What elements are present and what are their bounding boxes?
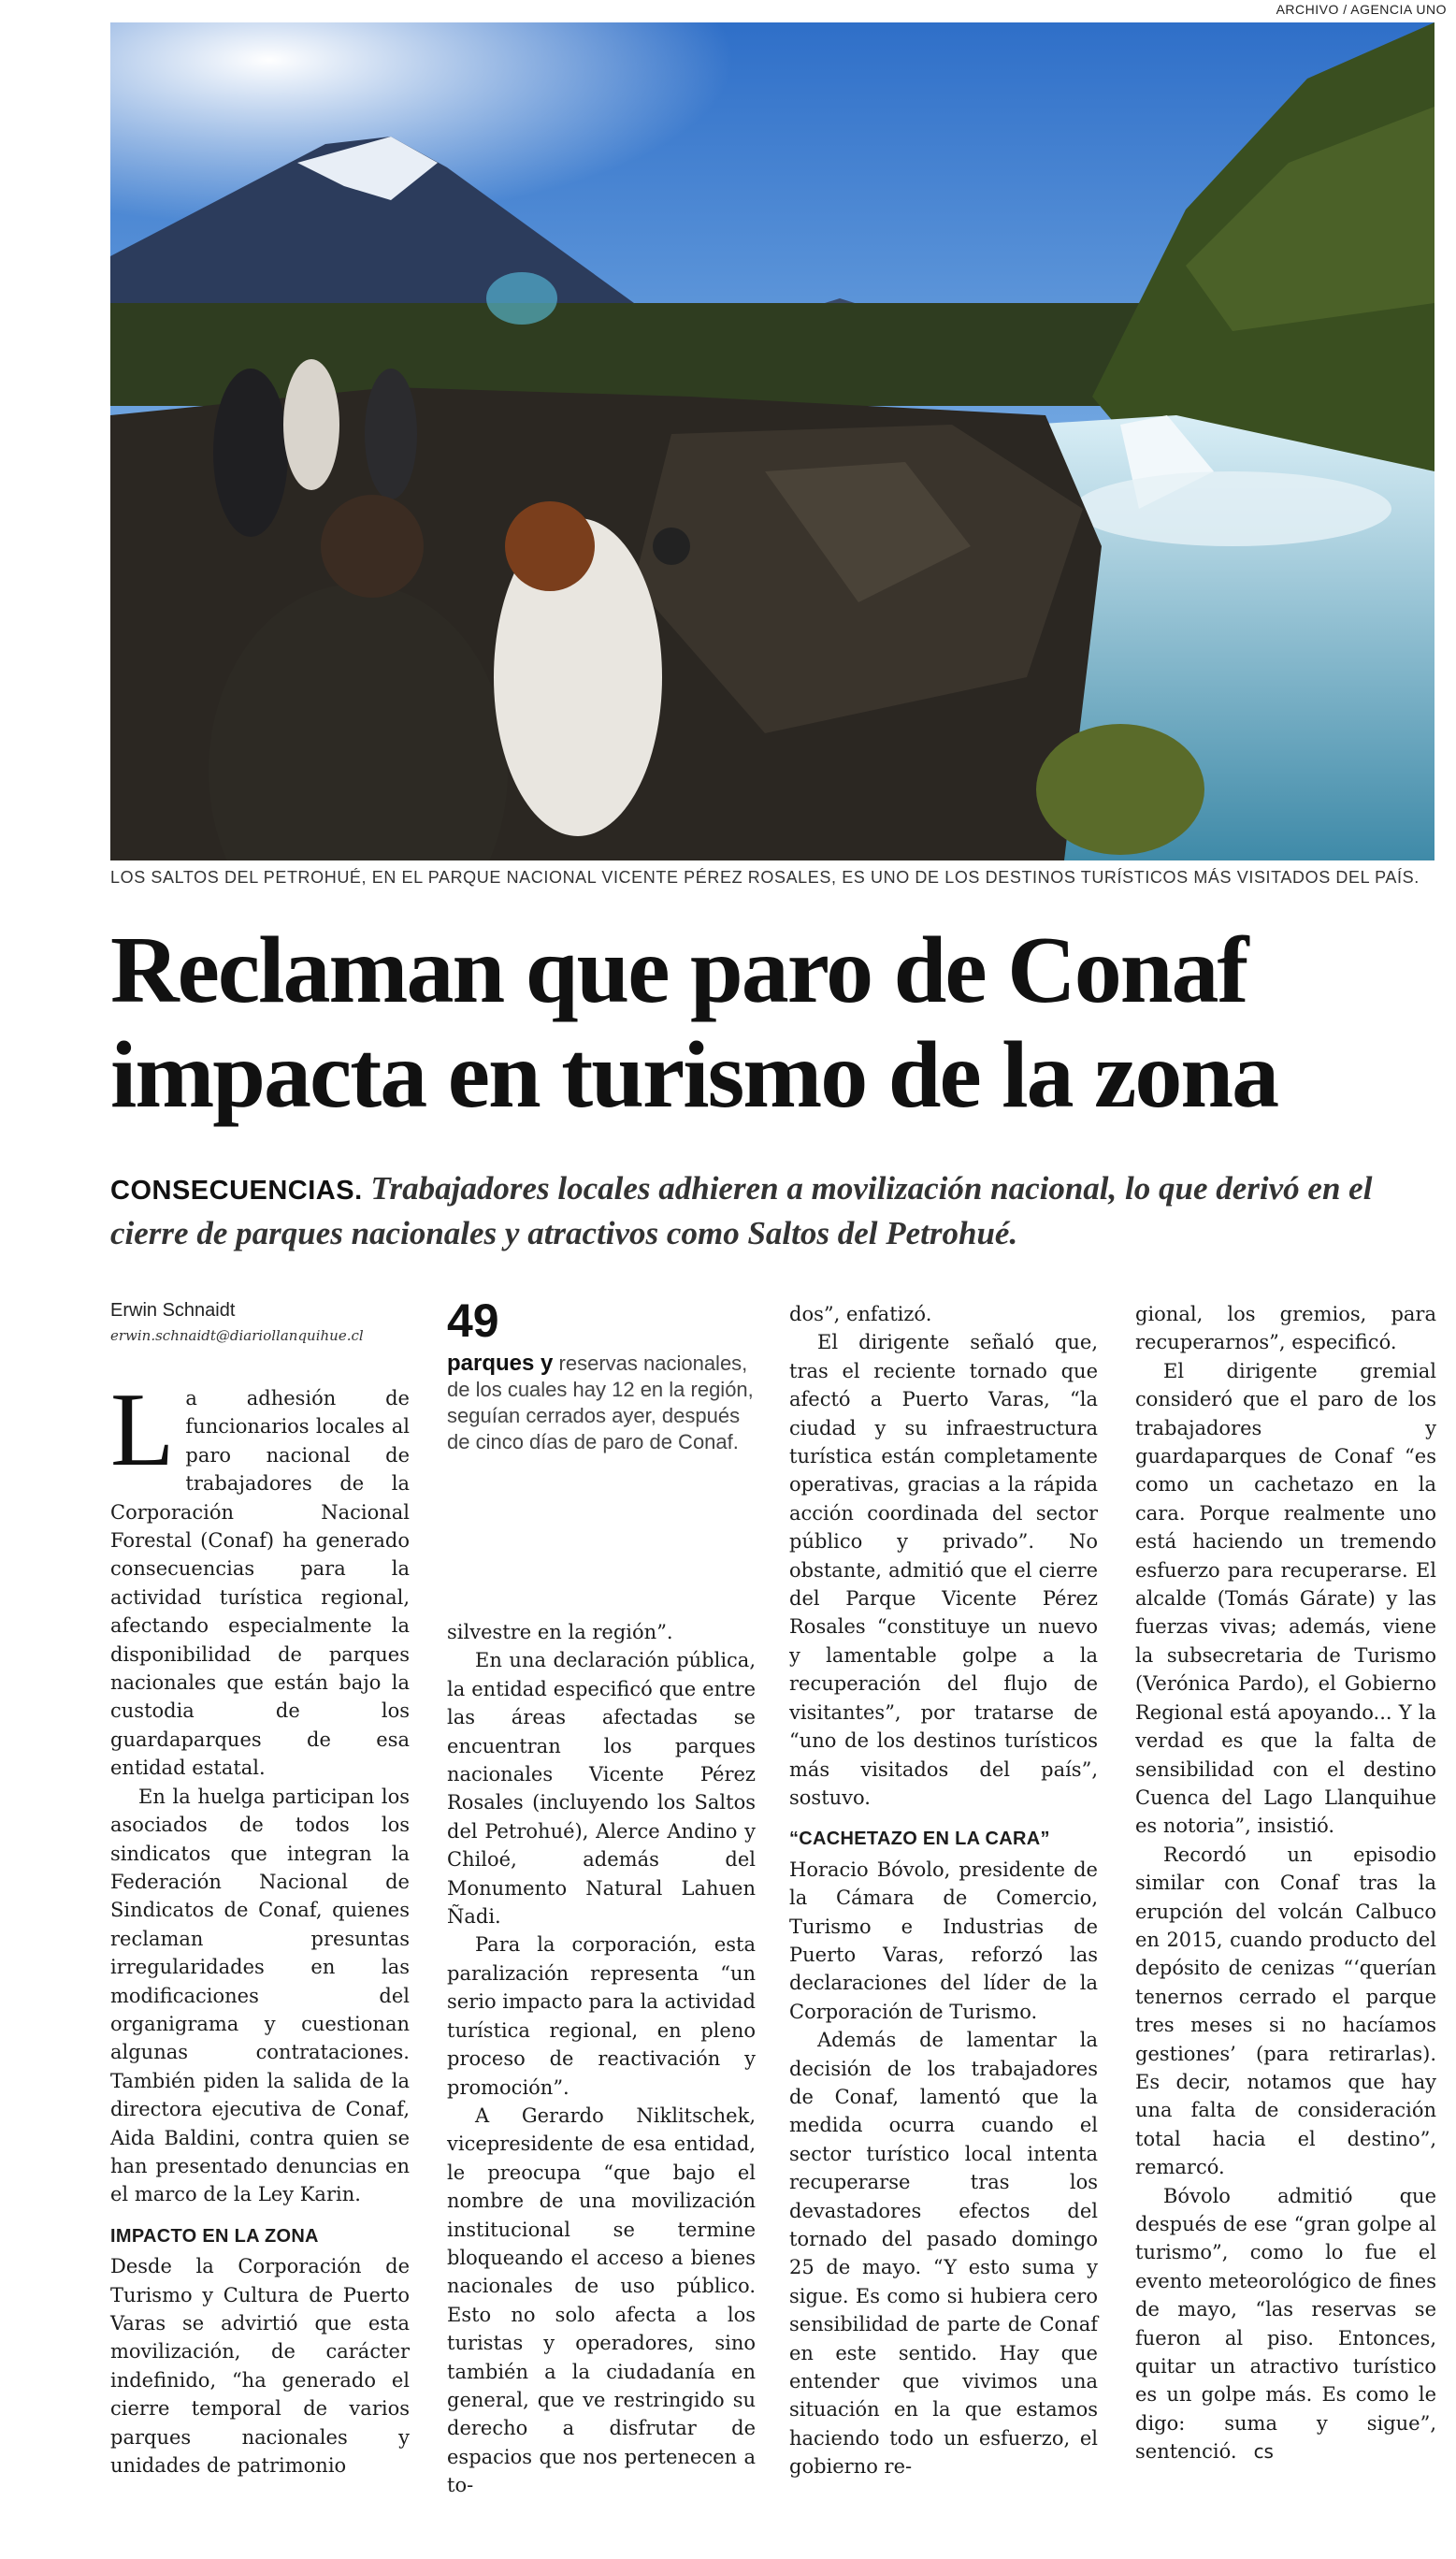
paragraph: El dirigente gremial consideró que el paro de los trabajadores y guardaparques de Conaf “es como un cachetazo en la cara. Porque realmente uno está haciendo un tremendo esfuerzo para recuperarse. El alcalde (Tomás Gárate) y las fuerzas vivas; además, viene la subsecretaria de Turismo (Verónica Pardo), el Gobierno Regional está apoyando... Y la verdad es que la falta de sensibilidad con el destino Cuenca del Lago Llanquihue es notoria”, insistió. — [1135, 1359, 1436, 1838]
paragraph — [110, 1372, 410, 1783]
deck-kicker: CONSECUENCIAS. — [110, 1176, 363, 1206]
factbox-bold: parques y — [447, 1351, 554, 1376]
column-4 — [1135, 1300, 1436, 2466]
paragraph: Para la corporación, esta paralización representa “un serio impacto para la actividad turística regional, en pleno proceso de reactivación y promoción”. — [447, 1933, 756, 2099]
article-photo — [110, 22, 1434, 860]
author-email: erwin.schnaidt@diariollanquihue.cl — [110, 1327, 364, 1344]
deck-text: Trabajadores locales adhieren a movilización nacional, lo que derivó en el cierre de parques nacionales y atractivos como Saltos del Petrohué. — [110, 1170, 1373, 1251]
photo-credit: ARCHIVO / AGENCIA UNO — [1276, 2, 1447, 17]
factbox — [447, 1294, 756, 1455]
photo-caption: LOS SALTOS DEL PETROHUÉ, EN EL PARQUE NACIONAL VICENTE PÉREZ ROSALES, ES UNO DE LOS DESTINOS TURÍSTICOS MÁS VISITADOS DEL PAÍS. — [110, 868, 1420, 887]
deck — [110, 1167, 1438, 1255]
subheading-impacto: IMPACTO EN LA ZONA — [110, 2225, 319, 2247]
paragraph: Horacio Bóvolo, presidente de la Cámara de Comercio, Turismo e Industrias de Puerto Varas, reforzó las declaraciones del líder de la Corporación de Turismo. — [789, 1858, 1098, 2023]
factbox-text — [447, 1351, 756, 1455]
factbox-number: 49 — [447, 1294, 499, 1347]
paragraph: Desde la Corporación de Turismo y Cultura de Puerto Varas se advirtió que esta movilización, de carácter indefinido, “ha generado el cierre temporal de varios parques nacionales y unidades de patrimonio — [110, 2255, 410, 2478]
headline: Reclaman que paro de Conaf impacta en turismo de la zona — [110, 918, 1278, 1128]
end-mark: cs — [1253, 2440, 1274, 2464]
paragraph: Recordó un episodio similar con Conaf tras la erupción del volcán Calbuco en 2015, cuando producto del depósito de cenizas “‘querían tenernos cerrado el parque tres meses si no hacíamos gestiones’ (para retirarlas). Es decir, notamos que hay una falta de consideración total hacia el destino”, remarcó. — [1135, 1843, 1436, 2179]
paragraph: En una declaración pública, la entidad especificó que entre las áreas afectadas se encuentran los parques nacionales Vicente Pérez Rosales (incluyendo los Saltos del Petrohué), Alerce Andino y Chiloé, además del Monumento Natural Lahuen Ñadi. — [447, 1649, 756, 1929]
paragraph — [1135, 2182, 1436, 2466]
column-2 — [447, 1618, 756, 2500]
author-name: Erwin Schnaidt — [110, 1300, 236, 1321]
paragraph: En la huelga participan los asociados de todos los sindicatos que integran la Federación Nacional de Sindicatos de Conaf, quienes reclaman presuntas irregularidades en las modificaciones del organigrama y cuestionan algunas contrataciones. También piden la salida de la directora ejecutiva de Conaf, Aida Baldini, contra quien se han presentado denuncias en el marco de la Ley Karin. — [110, 1785, 410, 2206]
paragraph: silvestre en la región”. — [447, 1621, 673, 1643]
factbox-body: reservas nacionales, de los cuales hay 12 en la región, seguían cerrados ayer, después de cinco días de paro de Conaf. — [447, 1352, 754, 1453]
paragraph: dos”, enfatizó. — [789, 1303, 932, 1325]
paragraph-text: a adhesión de funcionarios locales al paro nacional de trabajadores de la Corporación Nacional Forestal (Conaf) ha generado consecuencias para la actividad turística regional, afectando especialmente la disponibilidad de parques nacionales que están bajo la custodia de los guardaparques de esa entidad estatal. — [110, 1387, 410, 1780]
photo-illustration — [110, 22, 1434, 860]
paragraph-text: Bóvolo admitió que después de ese “gran golpe al turismo”, como lo fue el evento meteorológico de fines de mayo, “las reservas se fueron al piso. Entonces, quitar un atractivo turístico es un golpe más. Es como le digo: suma y sigue”, sentenció. — [1135, 2184, 1436, 2464]
paragraph: gional, los gremios, para recuperarnos”, especificó. — [1135, 1303, 1436, 1354]
dropcap: L — [110, 1372, 175, 1488]
column-3 — [789, 1300, 1098, 2481]
paragraph: Además de lamentar la decisión de los trabajadores de Conaf, lamentó que la medida ocurra cuando el sector turístico local intenta recuperarse tras los devastadores efectos del tornado del pasado domingo 25 de mayo. “Y esto suma y sigue. Es como si hubiera cero sensibilidad de parte de Conaf en este sentido. Hay que entender que vivimos una situación en la que estamos haciendo todo un esfuerzo, el gobierno re- — [789, 2029, 1098, 2479]
byline — [110, 1300, 410, 1344]
subheading-cachetazo: “CACHETAZO EN LA CARA” — [789, 1829, 1050, 1850]
paragraph: El dirigente señaló que, tras el reciente tornado que afectó a Puerto Varas, “la ciudad y su infraestructura turística están completamente operativas, gracias a la rápida acción coordinada del sector público y privado”. No obstante, admitió que el cierre del Parque Vicente Pérez Rosales “constituye un nuevo y lamentable golpe a la recuperación del flujo de visitantes”, por tratarse de “uno de los destinos turísticos más visitados del país”, sostuvo. — [789, 1331, 1098, 1809]
paragraph: A Gerardo Niklitschek, vicepresidente de esa entidad, le preocupa “que bajo el nombre de una movilización institucional se termine bloqueando el acceso a bienes nacionales de uso público. Esto no solo afecta a los turistas y operadores, sino también a la ciudadanía en general, que ve restringido su derecho a disfrutar de espacios que nos pertenecen a to- — [447, 2104, 756, 2497]
column-1 — [110, 1372, 410, 2479]
